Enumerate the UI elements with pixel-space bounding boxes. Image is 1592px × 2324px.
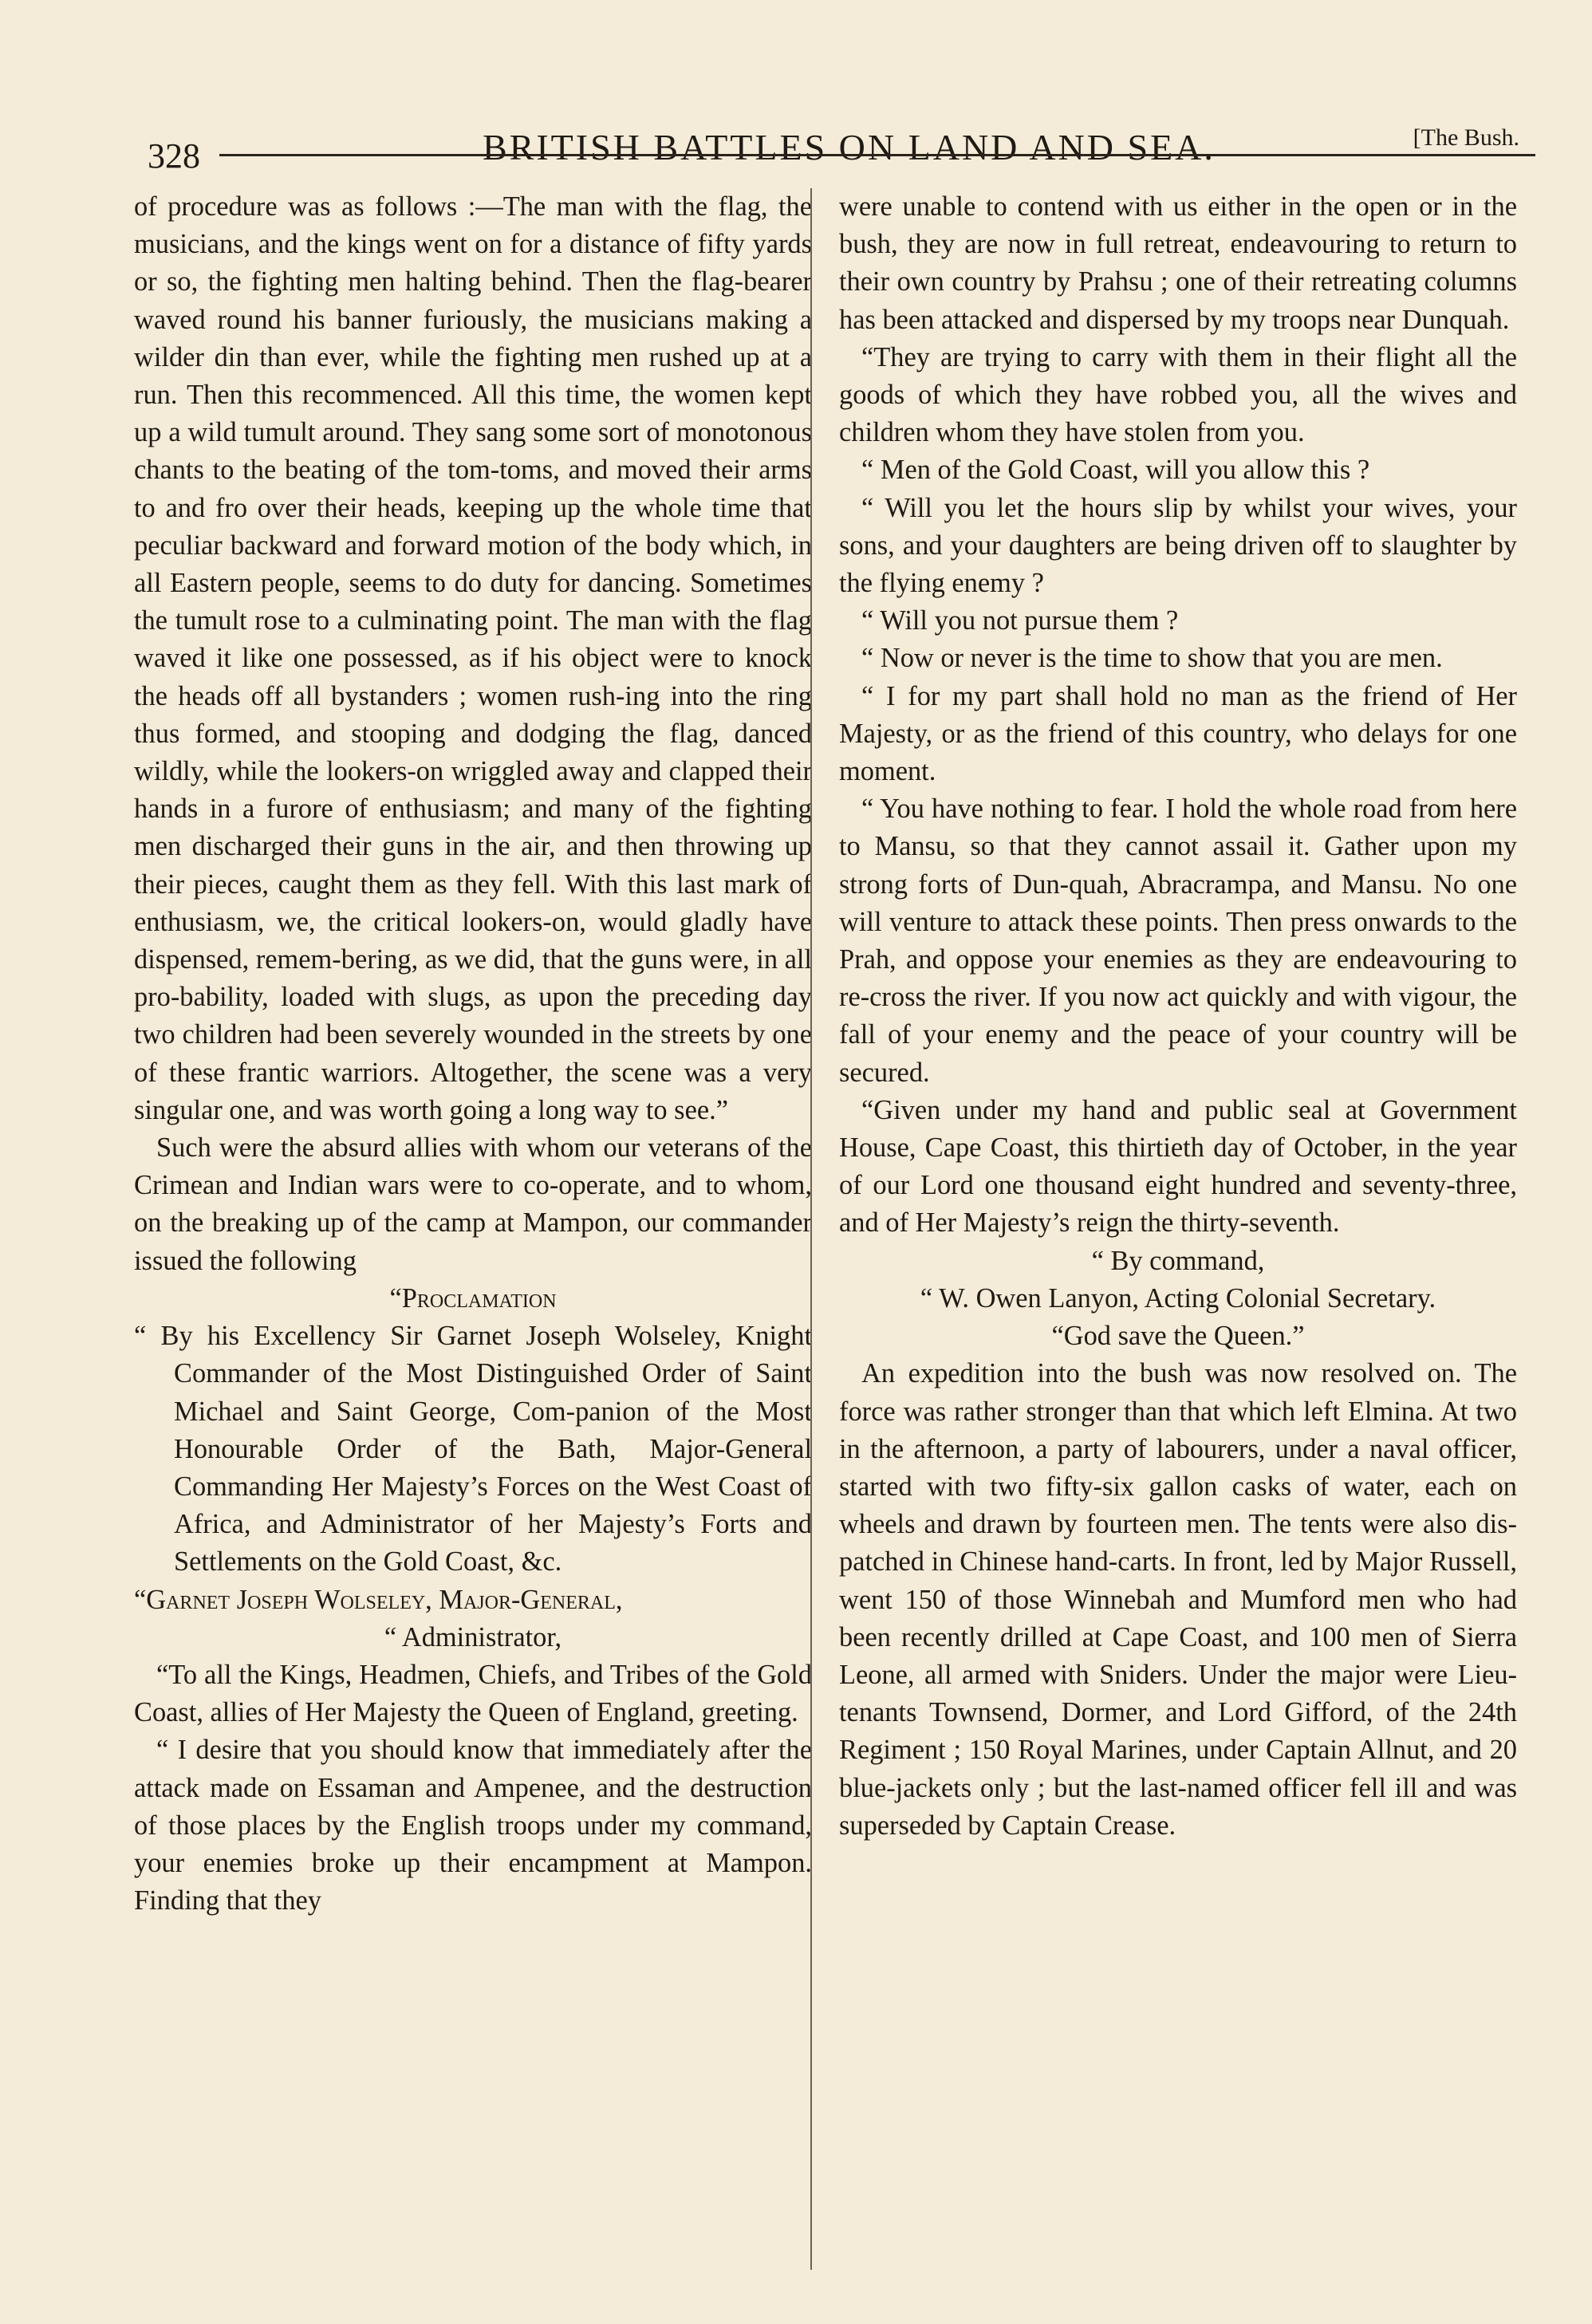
paragraph: of procedure was as follows :—The man with the flag, the musicians, and the kings went on for a distance of fifty yards or so, the fighting men halting behind. Then the flag-bearer waved round his banner furiously, the musicians making a wilder din than ever, while the fighting men rushed up at a run. Then this recommenced. All this time, the women kept up a wild tumult around. They sang some sort of monotonous chants to the beating of the tom-toms, and moved their arms to and fro over their heads, keeping up the whole time that peculiar backward and forward motion of the body which, in all Eastern people, seems to do duty for dancing. Sometimes the tumult rose to a culminating point. The man with the flag waved it like one possessed, as if his object were to knock the heads off all bystanders ; women rush-ing into the ring thus formed, and stooping and dodging the flag, danced wildly, while the lookers-on wriggled away and clapped their hands in a furore of enthusiasm; and many of the fighting men discharged their guns in the air, and then throwing up their pieces, caught them as they fell. With this last mark of enthusiasm, we, the critical lookers-on, would gladly have dispensed, remem-bering, as we did, that the guns were, in all pro-bability, loaded with slugs, as upon the preceding day two children had been severely wounded in the streets by one of these frantic warriors. Altogether, the scene was a very singular one, and was worth going a long way to see.” [134,191,812,1125]
paragraph: “To all the Kings, Headmen, Chiefs, and Tribes of the Gold Coast, allies of Her Majesty the Queen of England, greeting. [134,1659,812,1728]
closing-line: “God save the Queen.” [1051,1321,1305,1352]
paragraph: “Given under my hand and public seal at Government House, Cape Coast, this thirtieth day of October, in the year of our Lord one thousand eight hundred and seventy-three, and of Her Majesty’s reign the thirty-seventh. [839,1094,1517,1239]
secretary-signature: “ W. Owen Lanyon, Acting Colonial Secretary. [920,1282,1436,1314]
section-label: [The Bush. [1413,124,1519,151]
page-number: 328 [148,136,200,175]
page-header [148,120,1527,175]
running-title: BRITISH BATTLES ON LAND AND SEA. [483,127,1216,167]
paragraph: “ Will you not pursue them ? [861,605,1179,636]
left-column [134,188,812,1920]
proclamation-preamble: “ By his Excellency Sir Garnet Joseph Wolseley, Knight Commander of the Most Distinguished Order of Saint Michael and Saint George, Com-panion of the Most Honourable Order of the Bath, Major-General Commanding Her Majesty’s Forces on the West Coast of Africa, and Administrator of her Majesty’s Forts and Settlements on the Gold Coast, &c. [134,1321,812,1578]
paragraph: “ I for my part shall hold no man as the friend of Her Majesty, or as the friend of this country, who delays for one moment. [839,680,1517,787]
paragraph: Such were the absurd allies with whom our veterans of the Crimean and Indian wars were to co-operate, and to whom, on the breaking up of the camp at Mampon, our commander issued the following [134,1132,812,1276]
header-rule [219,154,1535,156]
paragraph: “ Now or never is the time to show that you are men. [861,643,1443,674]
paragraph: “ I desire that you should know that immediately after the attack made on Essaman and Ampenee, and the destruction of those places by the English troops under my command, your enemies broke up their encampment at Mampon. Finding that they [134,1735,812,1916]
signatory-title: “ Administrator, [384,1621,562,1652]
paragraph: were unable to contend with us either in the open or in the bush, they are now in full retreat, endeavouring to return to their own country by Prahsu ; one of their retreating columns has been attacked and dispersed by my troops near Dunquah. [839,191,1517,335]
by-command-line: “ By command, [1091,1245,1265,1276]
paragraph: “ Men of the Gold Coast, will you allow this ? [861,455,1370,486]
column-divider [810,188,812,2270]
paragraph: “They are trying to carry with them in their flight all the goods of which they have robbed you, all the wives and children whom they have stolen from you. [839,341,1517,448]
right-column [839,188,1517,1845]
paragraph: An expedition into the bush was now resolved on. The force was rather stronger than that which left Elmina. At two in the afternoon, a party of labourers, under a naval officer, started with two fifty-six gallon casks of water, each on wheels and drawn by fourteen men. The tents were also dis-patched in Chinese hand-carts. In front, led by Major Russell, went 150 of those Winnebah and Mumford men who had been recently drilled at Cape Coast, and 100 men of Sierra Leone, all armed with Sniders. Under the major were Lieu-tenants Townsend, Dormer, and Lord Gifford, of the 24th Regiment ; 150 Royal Marines, under Captain Allnut, and 20 blue-jackets only ; but the last-named officer fell ill and was superseded by Captain Crease. [839,1358,1517,1841]
proclamation-heading: “Proclamation [389,1282,557,1314]
signatory-line: “Garnet Joseph Wolseley, Major-General, [134,1584,623,1615]
paragraph: “ Will you let the hours slip by whilst your wives, your sons, and your daughters are being driven off to slaughter by the flying enemy ? [839,492,1517,599]
paragraph: “ You have nothing to fear. I hold the whole road from here to Mansu, so that they cannot assail it. Gather upon my strong forts of Dun-quah, Abracrampa, and Mansu. No one will venture to attack these points. Then press onwards to the Prah, and oppose your enemies as they are endeavouring to re-cross the river. If you now act quickly and with vigour, the fall of your enemy and the peace of your country will be secured. [839,794,1517,1088]
